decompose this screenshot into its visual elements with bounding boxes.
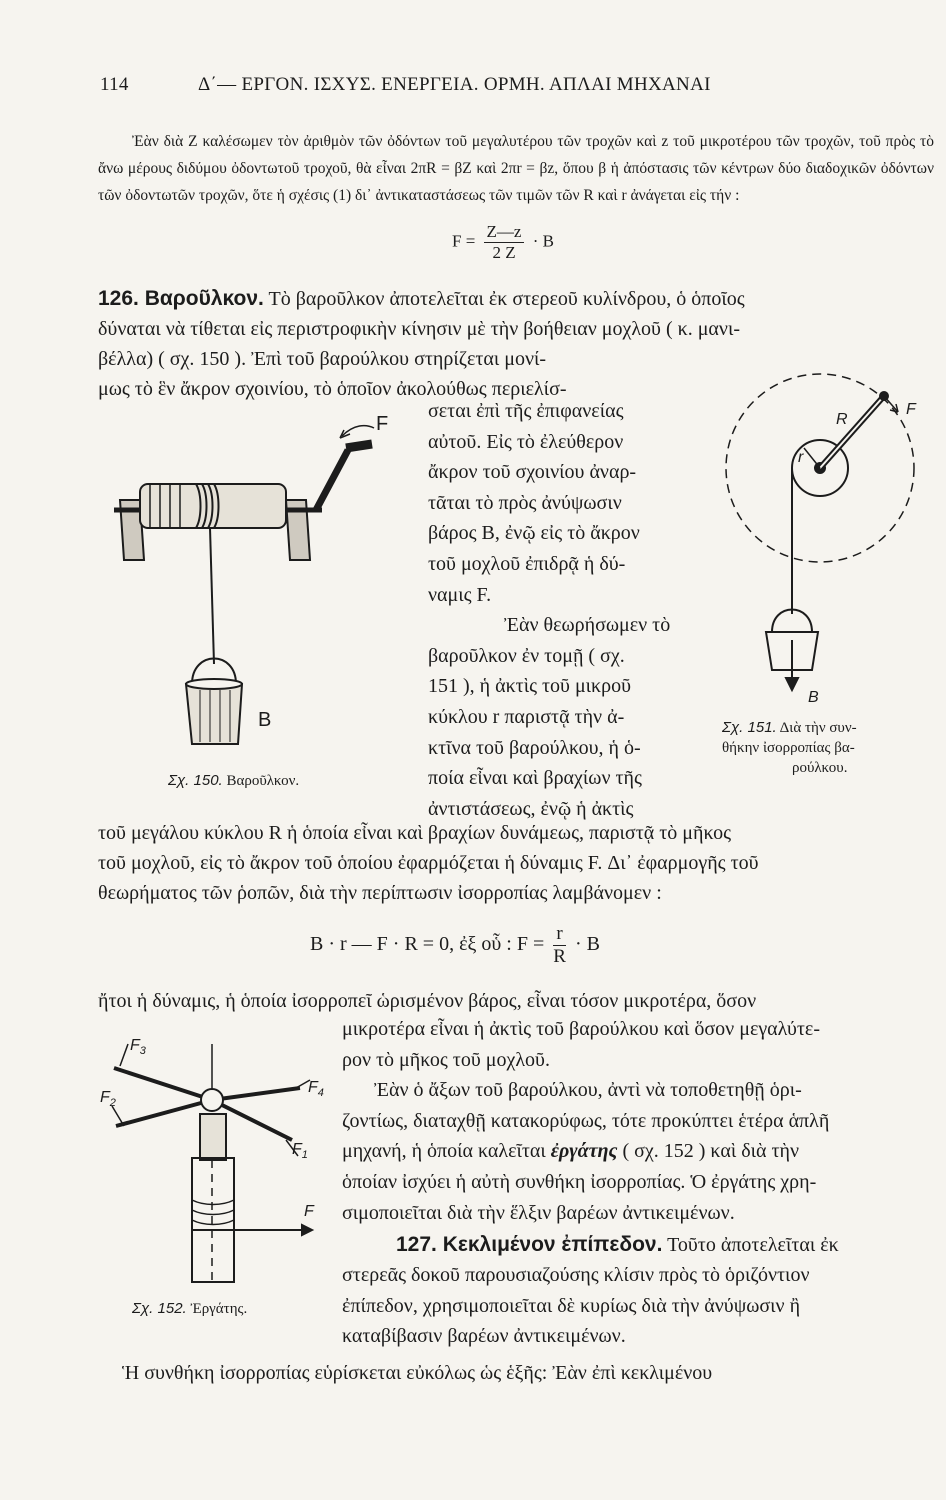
column-line: 151 ), ἡ ἀκτὶς τοῦ μικροῦ [428,675,632,698]
section-126-title: 126. Βαροῦλκον. [98,287,264,310]
force-F2-arrow [112,1106,124,1126]
force-arrow [342,426,374,436]
term-ergatis: ἐργάτης [550,1140,618,1163]
formula-1-rhs: · B [532,231,554,251]
section-126-full-line-1: τοῦ μεγάλου κύκλου R ἡ ὁποία εἶναι καὶ βραχίων δυνάμεως, παριστᾷ τὸ μῆκος [98,822,731,844]
figure-151-caption-num: Σχ. 151. [722,719,777,736]
right-column-fig152 [342,1014,938,1228]
label-B: B [808,689,819,706]
section-127-line-1 [396,1230,839,1261]
figure-150-caption-num: Σχ. 150. [168,772,223,789]
figure-151-caption-text-3: ρούλκου. [792,760,848,776]
column-line: βάρος Β, ἐνῷ εἰς τὸ ἄκρον [428,522,640,545]
figure-150-caption [168,772,299,790]
right-line [342,1136,938,1167]
label-F: F [906,401,916,418]
figure-152-capstan [100,1030,340,1290]
formula-2-rhs: · B [574,933,600,956]
arm-1 [114,1068,212,1100]
right-line: ὁποίαν ἰσχύει ἡ αὐτὴ συνθήκη ἰσορροπίας. Ὁ ἐργάτης χρη- [342,1170,817,1193]
section-126-column [428,396,718,824]
running-title: Δ΄— ΕΡΓΟΝ. ΙΣΧΥΣ. ΕΝΕΡΓΕΙΑ. ΟΡΜΗ. ΑΠΛΑΙ ΜΗΧΑΝΑΙ [198,74,711,95]
column-line: ποία εἶναι καὶ βραχίων τῆς [428,767,642,790]
section-127-column [342,1260,809,1352]
right-line-part: μηχανή, ἡ ὁποία καλεῖται [342,1140,551,1163]
section-127-line: καταβίβασιν βαρέων ἀντικειμένων. [342,1325,626,1348]
column-line: κτῖνα τοῦ βαρούλκου, ἡ ὁ- [428,736,641,759]
section-126-line-1-text: Τὸ βαροῦλκον ἀποτελεῖται ἐκ στερεοῦ κυλίνδρου, ὁ ὁποῖος [268,288,745,310]
section-126-line-2: δύναται νὰ τίθεται εἰς περιστροφικὴν κίνησιν μὲ τὴν βοήθειαν μοχλοῦ ( κ. μανι- [98,318,740,340]
figure-151-caption-text-1: Διὰ τὴν συν- [779,720,857,736]
crank-handle [346,444,372,448]
label-F: F [304,1203,314,1220]
figure-152-caption-text: Ἐργάτης. [190,1301,248,1317]
label-F: F [376,413,389,435]
section-127-last-line: Ἡ συνθήκη ἰσορροπίας εὑρίσκεται εὐκόλως ὡς ἑξῆς: Ἐὰν ἐπὶ κεκλιμένου [122,1362,713,1384]
crank-arm [316,450,348,510]
label-r: r [798,449,804,466]
label-B: B [258,709,272,731]
label-F4: $F_4$ [308,1079,324,1099]
section-127-title: 127. Κεκλιμένον ἐπίπεδον. [396,1233,663,1256]
column-line: βαροῦλκον ἐν τομῇ ( σχ. [428,644,625,667]
column-line: ναμις F. [428,583,492,606]
section-126-full-line-3: θεωρήματος τῶν ῥοπῶν, διὰ τὴν περίπτωσιν ἰσορροπίας λαμβάνομεν : [98,882,662,904]
formula-1 [452,222,554,263]
right-line: ρον τὸ μῆκος τοῦ μοχλοῦ. [342,1048,550,1071]
right-line: Ἐὰν ὁ ἄξων τοῦ βαρούλκου, ἀντὶ νὰ τοποθετηθῇ ὁρι- [374,1079,802,1102]
figure-152-caption [132,1300,247,1318]
section-127-line-1-text: Τοῦτο ἀποτελεῖται ἐκ [667,1234,839,1256]
figure-151-cross-section [718,340,938,710]
capstan-column [192,1158,234,1282]
bucket [186,684,242,744]
arm-2 [116,1100,212,1126]
label-F2: $F_2$ [100,1089,116,1109]
label-F3: $F_3$ [130,1037,146,1057]
formula-2-numerator: r [553,923,566,946]
formula-2 [310,923,600,968]
formula-1-fraction [484,222,525,263]
hub [201,1089,223,1111]
column-line: ἄκρον τοῦ σχοινίου ἀναρ- [428,461,637,484]
section-126-line-3: βέλλα) ( σχ. 150 ). Ἐπὶ τοῦ βαρούλκου στηρίζεται μονί- [98,348,547,370]
figure-150-caption-text: Βαροῦλκον. [226,773,300,789]
label-R: R [836,411,848,428]
section-126-line-4: μως τὸ ἓν ἄκρον σχοινίου, τὸ ὁποῖον ἀκολούθως περιελίσ- [98,378,567,400]
figure-150-windlass [110,410,420,760]
page-number: 114 [100,74,129,95]
formula-2-denominator: R [553,946,566,967]
right-line: σιμοποιεῖται διὰ τὴν ἕλξιν βαρέων ἀντικειμένων. [342,1201,735,1224]
column-line: τᾶται τὸ πρὸς ἀνύψωσιν [428,491,622,514]
right-line-part: ( σχ. 152 ) καὶ διὰ τὴν [617,1140,800,1163]
column-line: τοῦ μοχλοῦ ἐπιδρᾷ ἡ δύ- [428,552,626,575]
figure-152-caption-num: Σχ. 152. [132,1300,187,1317]
column-line: σεται ἐπὶ τῆς ἐπιφανείας [428,400,624,422]
section-126-line-1 [98,284,934,315]
figure-151-caption-text-2: θήκην ἰσορροπίας βα- [722,740,855,756]
right-line: ζοντίως, διαταχθῇ κατακορύφως, τότε προκύπτει ἑτέρα ἁπλῆ [342,1109,830,1132]
column-line: ἀντιστάσεως, ἐνῷ ἡ ἀκτὶς [428,797,634,820]
formula-1-lhs: F = [452,231,476,251]
formula-2-lhs: B · r — F · R = 0, ἐξ οὗ : F = [310,933,545,956]
force-F3-arrow [120,1044,128,1066]
capstan-drum [200,1114,226,1160]
arm-3 [212,1088,300,1100]
section-126-full-line-2: τοῦ μοχλοῦ, εἰς τὸ ἄκρον τοῦ ὁποίου ἐφαρμόζεται ἡ δύναμις F. Δι᾽ ἐφαρμογῆς τοῦ [98,852,759,874]
rope [210,528,214,664]
section-127-line: στερεᾶς δοκοῦ παρουσιαζούσης κλίσιν πρὸς τὸ ὁριζόντιον [342,1264,810,1286]
radius-r [804,448,820,468]
right-line: μικροτέρα εἶναι ἡ ἀκτὶς τοῦ βαρούλκου καὶ ὅσον μεγαλύτε- [342,1018,820,1040]
formula-2-fraction [553,923,566,968]
intro-text: Ἐὰν διὰ Ζ καλέσωμεν τὸν ἀριθμὸν τῶν ὀδόντων τοῦ μεγαλυτέρου τῶν τροχῶν καὶ z τοῦ μικροτέρου τῶν τροχῶν, τοῦ πρὸς τὸ ἄνω μέρους διδύμου ὀδοντωτοῦ τροχοῦ, θὰ εἶναι 2πR = βZ καὶ 2πr = βz, ὅπου β ἡ ἀπόστασις τῶν κέντρων δύο διαδοχικῶν ὀδόντων τῶν ὀδοντωτῶν τροχῶν, ὅτε ἡ σχέσις (1) δι᾽ ἀντικαταστάσεως τῶν τιμῶν τῶν R καὶ r ἀνάγεται εἰς τήν : [98,133,934,204]
label-F1: $F_1$ [292,1141,308,1161]
column-line: αὐτοῦ. Εἰς τὸ ἐλεύθερον [428,430,624,453]
intro-paragraph [98,128,934,209]
formula-1-numerator: Z—z [484,222,525,243]
after-formula-line: ἤτοι ἡ δύναμις, ἡ ὁποία ἰσορροπεῖ ὡρισμένον βάρος, εἶναι τόσον μικροτέρα, ὅσον [98,990,757,1012]
column-line: κύκλου r παριστᾷ τὴν ἀ- [428,705,625,728]
formula-1-denominator: 2 Z [492,243,516,262]
figure-151-caption [722,718,944,778]
section-127-line: ἐπίπεδον, χρησιμοποιεῖται δὲ κυρίως διὰ τὴν ἀνύψωσιν ἢ [342,1294,801,1317]
column-line: Ἐὰν θεωρήσωμεν τὸ [504,614,671,637]
